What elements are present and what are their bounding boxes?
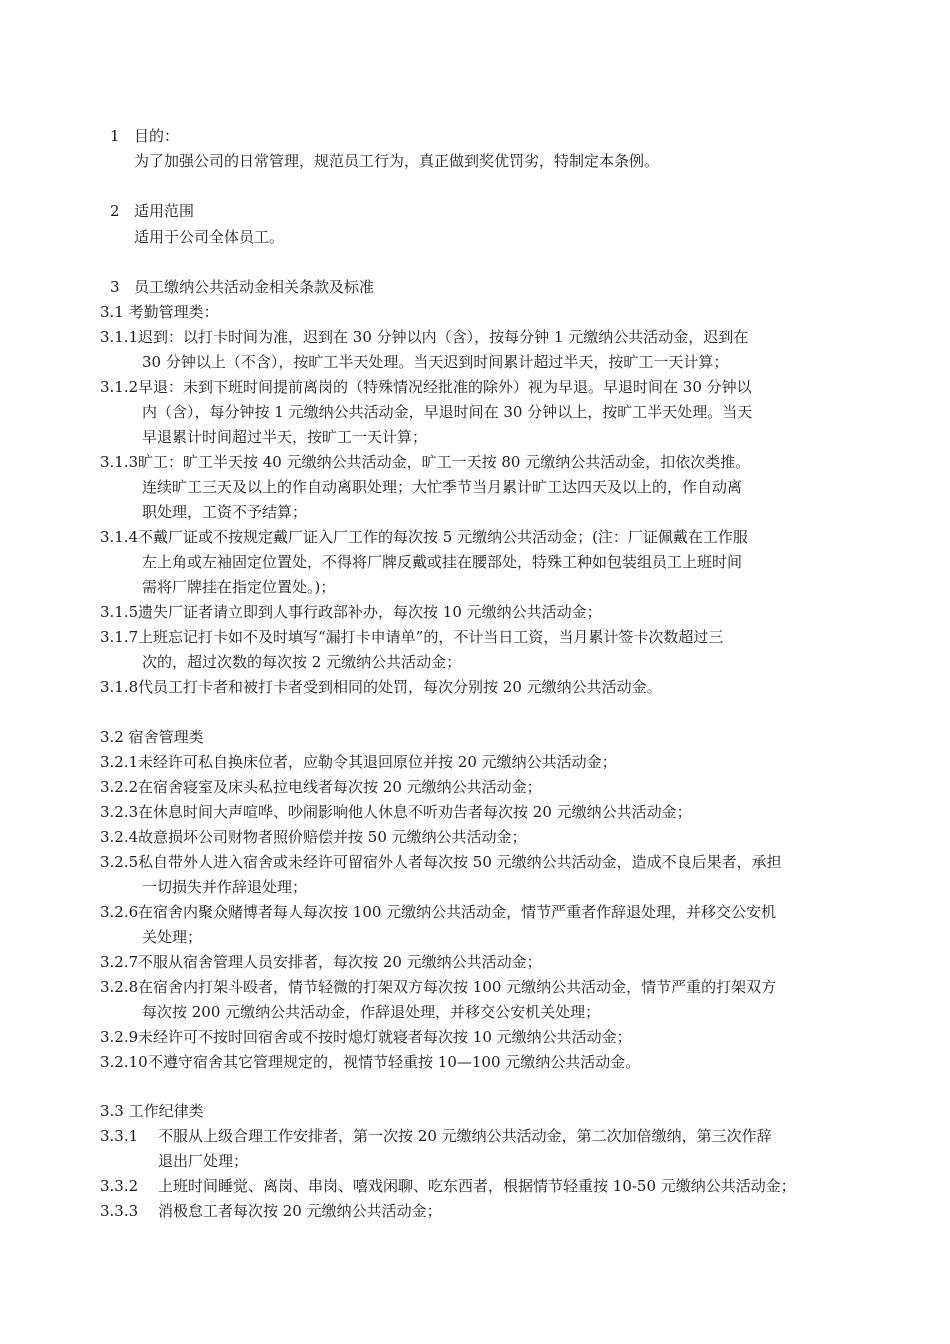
clause-text-line: 故意损坏公司财物者照价赔偿并按 50 元缴纳公共活动金； [138,828,527,846]
subsection-heading-3-2: 3.2 宿舍管理类 [100,728,204,746]
section-title: 员工缴纳公共活动金相关条款及标准 [134,278,375,296]
clause-text-line: 未经许可私自换床位者，应勒令其退回原位并按 20 元缴纳公共活动金； [138,753,617,771]
clause-text-line: 在宿舍寝室及床头私拉电线者每次按 20 元缴纳公共活动金； [138,778,542,796]
clause-text-line: 上班忘记打卡如不及时填写“漏打卡申请单”的，不计当日工资，当月累计签卡次数超过三 [138,628,724,646]
clause-text-line: 30 分钟以上（不含），按旷工半天处理。当天迟到时间累计超过半天，按旷工一天计算； [142,353,729,371]
clause-text-line: 次的，超过次数的每次按 2 元缴纳公共活动金； [142,653,462,671]
section-body: 为了加强公司的日常管理，规范员工行为，真正做到奖优罚劣，特制定本条例。 [134,152,660,170]
clause-text-line: 在休息时间大声喧哗、吵闹影响他人休息不听劝告者每次按 20 元缴纳公共活动金； [138,803,692,821]
clause-text-line: 代员工打卡者和被打卡者受到相同的处罚，每次分别按 20 元缴纳公共活动金。 [138,678,662,696]
clause-number: 3.2.7 [100,953,139,971]
clause-text-line: 旷工：旷工半天按 40 元缴纳公共活动金，旷工一天按 80 元缴纳公共活动金，扣依次类推。 [138,453,751,471]
clause-number: 3.2.2 [100,778,139,796]
clause-number: 3.2.4 [100,828,139,846]
clause-number: 3.2.6 [100,903,139,921]
clause-text-line: 在宿舍内打架斗殴者，情节轻微的打架双方每次按 100 元缴纳公共活动金，情节严重的打架双方 [138,978,777,996]
clause-text-line: 上班时间睡觉、离岗、串岗、嘻戏闲聊、吃东西者，根据情节轻重按 10-50 元缴纳公共活动金； [158,1177,796,1195]
clause-text-line: 消极怠工者每次按 20 元缴纳公共活动金； [158,1202,442,1220]
clause-text-line: 不戴厂证或不按规定戴厂证入厂工作的每次按 5 元缴纳公共活动金；(注：厂证佩戴在工作服 [138,528,748,546]
clause-text-line: 遗失厂证者请立即到人事行政部补办，每次按 10 元缴纳公共活动金； [138,603,602,621]
section-number: 2 [110,202,120,220]
clause-number: 3.3.1 [100,1127,139,1145]
clause-number: 3.3.3 [100,1202,139,1220]
clause-text-line: 不服从宿舍管理人员安排者，每次按 20 元缴纳公共活动金； [138,953,542,971]
clause-number: 3.2.8 [100,978,139,996]
clause-text-line: 不遵守宿舍其它管理规定的，视情节轻重按 10—100 元缴纳公共活动金。 [148,1053,641,1071]
clause-text-line: 迟到：以打卡时间为准，迟到在 30 分钟以内（含），按每分钟 1 元缴纳公共活动金，迟到在 [138,328,749,346]
clause-number: 3.1.1 [100,328,139,346]
clause-text-line: 关处理； [142,928,203,946]
clause-number: 3.1.2 [100,378,139,396]
clause-number: 3.2.10 [100,1053,148,1071]
clause-text-line: 私自带外人进入宿舍或未经许可留宿外人者每次按 50 元缴纳公共活动金，造成不良后果者，承担 [138,853,782,871]
clause-number: 3.1.3 [100,453,139,471]
subsection-heading-3-1: 3.1 考勤管理类： [100,303,219,321]
clause-text-line: 每次按 200 元缴纳公共活动金，作辞退处理，并移交公安机关处理； [142,1003,601,1021]
clause-number: 3.2.5 [100,853,139,871]
section-body: 适用于公司全体员工。 [134,228,285,246]
clause-number: 3.1.4 [100,528,139,546]
clause-text-line: 退出厂处理； [158,1152,249,1170]
clause-text-line: 职处理，工资不予结算； [142,503,308,521]
clause-number: 3.1.8 [100,678,139,696]
clause-text-line: 在宿舍内聚众赌博者每人每次按 100 元缴纳公共活动金，情节严重者作辞退处理，并移交公安机 [138,903,777,921]
clause-number: 3.1.5 [100,603,139,621]
clause-text-line: 早退累计时间超过半天，按旷工一天计算； [142,428,428,446]
clause-text-line: 连续旷工三天及以上的作自动离职处理；大忙季节当月累计旷工达四天及以上的，作自动离 [142,478,743,496]
clause-number: 3.1.7 [100,628,139,646]
section-number: 3 [110,278,120,296]
clause-text-line: 左上角或左袖固定位置处，不得将厂牌反戴或挂在腰部处，特殊工种如包装组员工上班时间 [142,553,743,571]
clause-text-line: 一切损失并作辞退处理； [142,878,308,896]
clause-number: 3.2.9 [100,1028,139,1046]
clause-text-line: 未经许可不按时回宿舍或不按时熄灯就寝者每次按 10 元缴纳公共活动金； [138,1028,632,1046]
section-number: 1 [110,127,120,145]
clause-text-line: 需将厂牌挂在指定位置处。)； [142,578,336,596]
section-title: 目的： [134,127,180,145]
subsection-heading-3-3: 3.3 工作纪律类 [100,1102,204,1120]
clause-number: 3.3.2 [100,1177,139,1195]
clause-number: 3.2.3 [100,803,139,821]
clause-text-line: 不服从上级合理工作安排者，第一次按 20 元缴纳公共活动金，第二次加倍缴纳，第三次作辞 [158,1127,772,1145]
clause-text-line: 内（含），每分钟按 1 元缴纳公共活动金，早退时间在 30 分钟以上，按旷工半天处理。当天 [142,403,753,421]
clause-text-line: 早退：未到下班时间提前离岗的（特殊情况经批准的除外）视为早退。早退时间在 30 分钟以 [138,378,752,396]
clause-number: 3.2.1 [100,753,139,771]
section-title: 适用范围 [134,202,195,220]
